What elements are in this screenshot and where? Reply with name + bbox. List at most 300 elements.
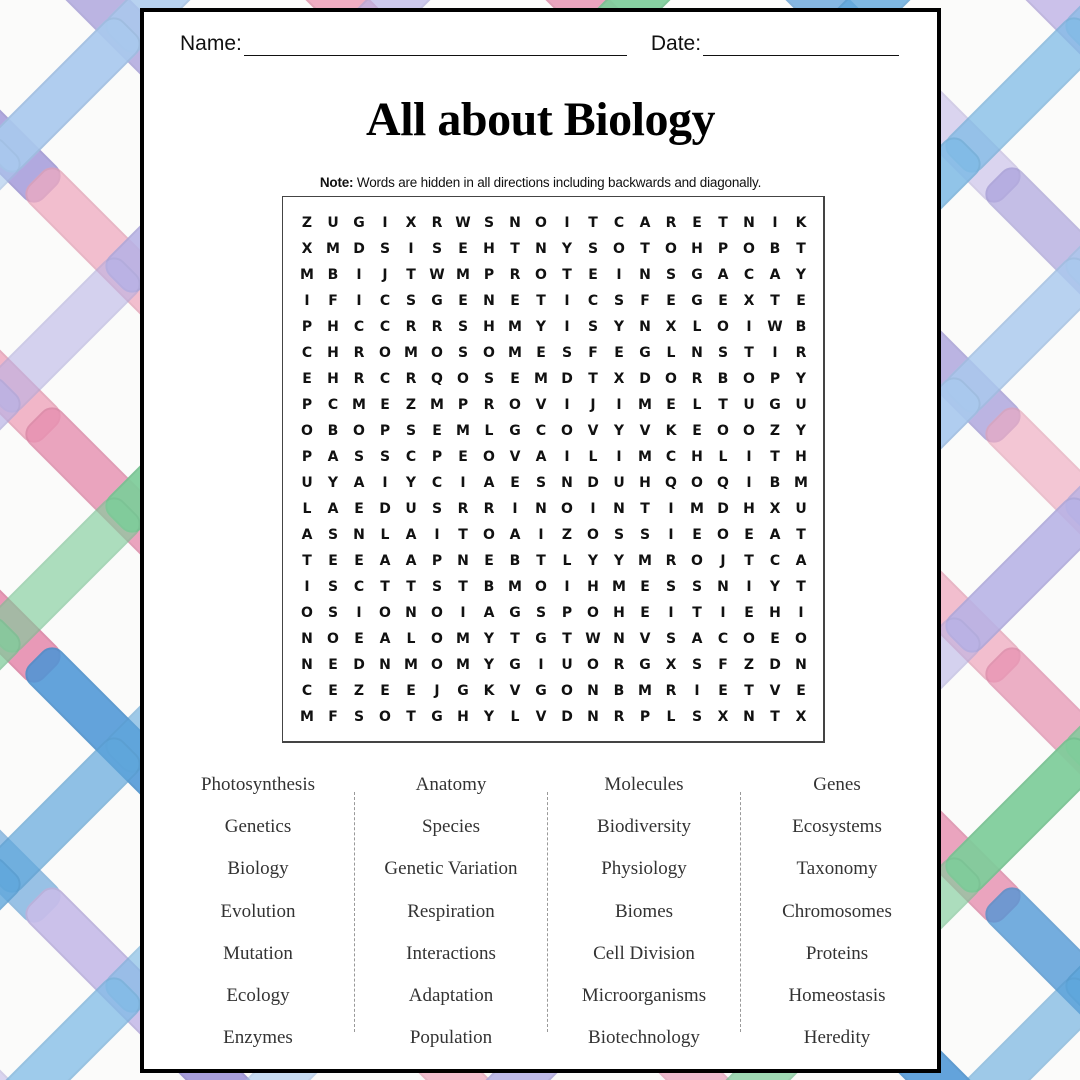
- grid-letter[interactable]: R: [457, 501, 469, 517]
- grid-letter[interactable]: S: [379, 449, 391, 465]
- grid-letter[interactable]: N: [301, 657, 313, 673]
- grid-letter[interactable]: I: [720, 605, 726, 621]
- grid-letter[interactable]: E: [692, 423, 702, 439]
- grid-letter[interactable]: O: [483, 449, 495, 465]
- grid-letter[interactable]: H: [327, 371, 339, 387]
- grid-letter[interactable]: S: [665, 267, 677, 283]
- grid-letter[interactable]: E: [328, 657, 338, 673]
- grid-letter[interactable]: G: [509, 423, 521, 439]
- grid-letter[interactable]: B: [327, 423, 339, 439]
- grid-letter[interactable]: I: [356, 293, 362, 309]
- grid-letter[interactable]: J: [434, 683, 440, 699]
- grid-letter[interactable]: J: [382, 267, 388, 283]
- grid-letter[interactable]: N: [301, 631, 313, 647]
- grid-letter[interactable]: E: [692, 215, 702, 231]
- grid-letter[interactable]: C: [743, 267, 755, 283]
- grid-letter[interactable]: T: [796, 579, 806, 595]
- grid-letter[interactable]: S: [587, 319, 599, 335]
- grid-letter[interactable]: O: [587, 605, 599, 621]
- grid-letter[interactable]: W: [429, 267, 445, 283]
- grid-letter[interactable]: W: [767, 319, 783, 335]
- grid-letter[interactable]: N: [613, 631, 625, 647]
- grid-letter[interactable]: M: [534, 371, 548, 387]
- grid-letter[interactable]: E: [380, 683, 390, 699]
- grid-letter[interactable]: I: [798, 605, 804, 621]
- grid-letter[interactable]: E: [354, 501, 364, 517]
- grid-letter[interactable]: S: [717, 345, 729, 361]
- grid-letter[interactable]: U: [795, 501, 807, 517]
- grid-letter[interactable]: T: [536, 293, 546, 309]
- grid-letter[interactable]: L: [666, 345, 676, 361]
- grid-letter[interactable]: N: [743, 215, 755, 231]
- grid-letter[interactable]: L: [588, 449, 598, 465]
- grid-letter[interactable]: I: [616, 449, 622, 465]
- grid-letter[interactable]: D: [639, 371, 651, 387]
- grid-letter[interactable]: H: [691, 449, 703, 465]
- grid-letter[interactable]: E: [458, 241, 468, 257]
- grid-letter[interactable]: S: [691, 657, 703, 673]
- grid-letter[interactable]: O: [535, 267, 547, 283]
- grid-letter[interactable]: O: [717, 423, 729, 439]
- grid-letter[interactable]: H: [743, 501, 755, 517]
- grid-letter[interactable]: O: [561, 423, 573, 439]
- grid-letter[interactable]: Y: [795, 371, 807, 387]
- grid-letter[interactable]: L: [718, 449, 728, 465]
- grid-letter[interactable]: E: [328, 683, 338, 699]
- grid-letter[interactable]: O: [613, 241, 625, 257]
- grid-letter[interactable]: S: [327, 579, 339, 595]
- grid-letter[interactable]: C: [353, 319, 365, 335]
- grid-letter[interactable]: Y: [587, 553, 599, 569]
- grid-letter[interactable]: S: [535, 605, 547, 621]
- grid-letter[interactable]: N: [509, 215, 521, 231]
- grid-letter[interactable]: T: [588, 215, 598, 231]
- grid-letter[interactable]: R: [405, 319, 417, 335]
- grid-letter[interactable]: T: [302, 553, 312, 569]
- grid-letter[interactable]: T: [562, 267, 572, 283]
- grid-letter[interactable]: T: [640, 501, 650, 517]
- grid-letter[interactable]: A: [509, 527, 521, 543]
- grid-letter[interactable]: G: [535, 631, 547, 647]
- grid-letter[interactable]: I: [616, 267, 622, 283]
- grid-letter[interactable]: M: [612, 579, 626, 595]
- grid-letter[interactable]: R: [691, 371, 703, 387]
- grid-letter[interactable]: E: [666, 293, 676, 309]
- grid-letter[interactable]: C: [665, 449, 677, 465]
- grid-letter[interactable]: I: [694, 683, 700, 699]
- grid-letter[interactable]: S: [639, 527, 651, 543]
- grid-letter[interactable]: R: [613, 657, 625, 673]
- grid-letter[interactable]: O: [301, 423, 313, 439]
- grid-letter[interactable]: E: [458, 449, 468, 465]
- grid-letter[interactable]: S: [327, 527, 339, 543]
- grid-letter[interactable]: K: [665, 423, 677, 439]
- grid-letter[interactable]: B: [769, 241, 781, 257]
- grid-letter[interactable]: H: [483, 241, 495, 257]
- grid-letter[interactable]: P: [717, 241, 729, 257]
- grid-letter[interactable]: I: [538, 527, 544, 543]
- grid-letter[interactable]: O: [483, 527, 495, 543]
- grid-letter[interactable]: C: [379, 371, 391, 387]
- grid-letter[interactable]: I: [460, 605, 466, 621]
- date-field[interactable]: [651, 32, 899, 56]
- grid-letter[interactable]: C: [431, 475, 443, 491]
- grid-letter[interactable]: T: [458, 527, 468, 543]
- grid-letter[interactable]: M: [508, 345, 522, 361]
- grid-letter[interactable]: V: [509, 449, 521, 465]
- grid-letter[interactable]: A: [691, 631, 703, 647]
- grid-letter[interactable]: I: [772, 345, 778, 361]
- grid-letter[interactable]: X: [405, 215, 417, 231]
- grid-letter[interactable]: C: [587, 293, 599, 309]
- grid-letter[interactable]: S: [457, 345, 469, 361]
- grid-letter[interactable]: N: [353, 527, 365, 543]
- grid-letter[interactable]: S: [691, 579, 703, 595]
- grid-letter[interactable]: Y: [483, 631, 495, 647]
- grid-letter[interactable]: O: [587, 527, 599, 543]
- grid-letter[interactable]: R: [353, 345, 365, 361]
- grid-letter[interactable]: Y: [769, 579, 781, 595]
- grid-letter[interactable]: L: [666, 709, 676, 725]
- grid-letter[interactable]: L: [692, 397, 702, 413]
- grid-letter[interactable]: M: [456, 631, 470, 647]
- grid-letter[interactable]: R: [509, 267, 521, 283]
- grid-letter[interactable]: M: [508, 319, 522, 335]
- grid-letter[interactable]: X: [613, 371, 625, 387]
- grid-letter[interactable]: S: [379, 241, 391, 257]
- grid-letter[interactable]: O: [561, 683, 573, 699]
- grid-letter[interactable]: G: [431, 293, 443, 309]
- grid-letter[interactable]: G: [509, 605, 521, 621]
- grid-letter[interactable]: E: [302, 371, 312, 387]
- grid-letter[interactable]: N: [639, 319, 651, 335]
- grid-letter[interactable]: S: [613, 527, 625, 543]
- grid-letter[interactable]: I: [590, 501, 596, 517]
- grid-letter[interactable]: A: [483, 475, 495, 491]
- grid-letter[interactable]: L: [484, 423, 494, 439]
- grid-letter[interactable]: X: [717, 709, 729, 725]
- grid-letter[interactable]: N: [535, 241, 547, 257]
- grid-letter[interactable]: O: [535, 215, 547, 231]
- grid-letter[interactable]: Z: [769, 423, 781, 439]
- grid-letter[interactable]: I: [356, 267, 362, 283]
- grid-letter[interactable]: M: [638, 553, 652, 569]
- grid-letter[interactable]: O: [327, 631, 339, 647]
- grid-letter[interactable]: I: [668, 605, 674, 621]
- grid-letter[interactable]: P: [431, 553, 443, 569]
- grid-letter[interactable]: F: [718, 657, 728, 673]
- grid-letter[interactable]: S: [405, 293, 417, 309]
- grid-letter[interactable]: T: [692, 605, 702, 621]
- grid-letter[interactable]: I: [512, 501, 518, 517]
- grid-letter[interactable]: O: [717, 527, 729, 543]
- grid-letter[interactable]: L: [692, 319, 702, 335]
- grid-letter[interactable]: W: [585, 631, 601, 647]
- grid-letter[interactable]: O: [353, 423, 365, 439]
- name-field[interactable]: [180, 32, 627, 56]
- grid-letter[interactable]: V: [639, 631, 651, 647]
- grid-letter[interactable]: G: [769, 397, 781, 413]
- grid-letter[interactable]: I: [746, 579, 752, 595]
- grid-letter[interactable]: H: [613, 605, 625, 621]
- grid-letter[interactable]: Y: [613, 553, 625, 569]
- grid-letter[interactable]: N: [561, 475, 573, 491]
- grid-letter[interactable]: N: [379, 657, 391, 673]
- grid-letter[interactable]: T: [718, 397, 728, 413]
- grid-letter[interactable]: E: [692, 527, 702, 543]
- grid-letter[interactable]: S: [665, 631, 677, 647]
- grid-letter[interactable]: X: [665, 657, 677, 673]
- grid-letter[interactable]: D: [353, 657, 365, 673]
- grid-letter[interactable]: R: [431, 215, 443, 231]
- grid-letter[interactable]: A: [639, 215, 651, 231]
- grid-letter[interactable]: H: [795, 449, 807, 465]
- grid-letter[interactable]: I: [564, 449, 570, 465]
- grid-letter[interactable]: U: [795, 397, 807, 413]
- grid-letter[interactable]: N: [587, 683, 599, 699]
- grid-letter[interactable]: U: [301, 475, 313, 491]
- grid-letter[interactable]: X: [665, 319, 677, 335]
- grid-letter[interactable]: S: [431, 579, 443, 595]
- grid-letter[interactable]: G: [431, 709, 443, 725]
- grid-letter[interactable]: E: [718, 293, 728, 309]
- date-blank-line[interactable]: [703, 36, 899, 56]
- grid-letter[interactable]: R: [665, 683, 677, 699]
- name-blank-line[interactable]: [244, 36, 627, 56]
- grid-letter[interactable]: X: [743, 293, 755, 309]
- grid-letter[interactable]: S: [431, 501, 443, 517]
- grid-letter[interactable]: T: [744, 683, 754, 699]
- grid-letter[interactable]: G: [639, 657, 651, 673]
- grid-letter[interactable]: P: [301, 319, 313, 335]
- grid-letter[interactable]: U: [743, 397, 755, 413]
- grid-letter[interactable]: R: [405, 371, 417, 387]
- grid-letter[interactable]: I: [564, 319, 570, 335]
- grid-letter[interactable]: M: [326, 241, 340, 257]
- grid-letter[interactable]: R: [431, 319, 443, 335]
- grid-letter[interactable]: Y: [561, 241, 573, 257]
- grid-letter[interactable]: Z: [561, 527, 573, 543]
- grid-letter[interactable]: S: [535, 475, 547, 491]
- grid-letter[interactable]: F: [328, 709, 338, 725]
- grid-letter[interactable]: G: [535, 683, 547, 699]
- grid-letter[interactable]: I: [382, 215, 388, 231]
- grid-letter[interactable]: C: [301, 345, 313, 361]
- grid-letter[interactable]: M: [690, 501, 704, 517]
- grid-letter[interactable]: O: [717, 319, 729, 335]
- grid-letter[interactable]: O: [301, 605, 313, 621]
- grid-letter[interactable]: R: [353, 371, 365, 387]
- grid-letter[interactable]: L: [562, 553, 572, 569]
- grid-letter[interactable]: M: [508, 579, 522, 595]
- grid-letter[interactable]: N: [483, 293, 495, 309]
- grid-letter[interactable]: D: [379, 501, 391, 517]
- grid-letter[interactable]: G: [353, 215, 365, 231]
- grid-letter[interactable]: R: [483, 501, 495, 517]
- grid-letter[interactable]: B: [327, 267, 339, 283]
- grid-letter[interactable]: P: [379, 423, 391, 439]
- grid-letter[interactable]: I: [356, 605, 362, 621]
- grid-letter[interactable]: I: [616, 397, 622, 413]
- grid-letter[interactable]: Y: [795, 423, 807, 439]
- grid-letter[interactable]: M: [638, 449, 652, 465]
- grid-letter[interactable]: X: [769, 501, 781, 517]
- grid-letter[interactable]: U: [405, 501, 417, 517]
- grid-letter[interactable]: S: [353, 709, 365, 725]
- grid-letter[interactable]: C: [353, 579, 365, 595]
- grid-letter[interactable]: B: [483, 579, 495, 595]
- grid-letter[interactable]: B: [613, 683, 625, 699]
- grid-letter[interactable]: E: [640, 605, 650, 621]
- grid-letter[interactable]: I: [408, 241, 414, 257]
- grid-letter[interactable]: C: [535, 423, 547, 439]
- grid-letter[interactable]: I: [304, 579, 310, 595]
- grid-letter[interactable]: T: [744, 553, 754, 569]
- grid-letter[interactable]: E: [796, 293, 806, 309]
- grid-letter[interactable]: T: [406, 709, 416, 725]
- grid-letter[interactable]: E: [406, 683, 416, 699]
- grid-letter[interactable]: Z: [405, 397, 417, 413]
- grid-letter[interactable]: D: [769, 657, 781, 673]
- grid-letter[interactable]: B: [509, 553, 521, 569]
- grid-letter[interactable]: O: [743, 423, 755, 439]
- grid-letter[interactable]: R: [665, 215, 677, 231]
- grid-letter[interactable]: H: [327, 345, 339, 361]
- grid-letter[interactable]: S: [457, 319, 469, 335]
- grid-letter[interactable]: A: [483, 605, 495, 621]
- grid-letter[interactable]: M: [456, 657, 470, 673]
- grid-letter[interactable]: N: [691, 345, 703, 361]
- grid-letter[interactable]: I: [460, 475, 466, 491]
- grid-letter[interactable]: U: [613, 475, 625, 491]
- grid-letter[interactable]: H: [769, 605, 781, 621]
- grid-letter[interactable]: T: [406, 579, 416, 595]
- grid-letter[interactable]: E: [510, 475, 520, 491]
- grid-letter[interactable]: Y: [795, 267, 807, 283]
- grid-letter[interactable]: E: [458, 293, 468, 309]
- grid-letter[interactable]: I: [538, 657, 544, 673]
- grid-letter[interactable]: U: [327, 215, 339, 231]
- grid-letter[interactable]: A: [379, 631, 391, 647]
- grid-letter[interactable]: N: [795, 657, 807, 673]
- grid-letter[interactable]: P: [431, 449, 443, 465]
- grid-letter[interactable]: T: [458, 579, 468, 595]
- grid-letter[interactable]: B: [795, 319, 807, 335]
- grid-letter[interactable]: J: [590, 397, 596, 413]
- grid-letter[interactable]: O: [431, 605, 443, 621]
- grid-letter[interactable]: I: [668, 527, 674, 543]
- grid-letter[interactable]: D: [561, 709, 573, 725]
- grid-letter[interactable]: K: [483, 683, 495, 699]
- grid-letter[interactable]: A: [405, 527, 417, 543]
- grid-letter[interactable]: C: [717, 631, 729, 647]
- grid-letter[interactable]: E: [380, 397, 390, 413]
- grid-letter[interactable]: C: [613, 215, 625, 231]
- grid-letter[interactable]: G: [457, 683, 469, 699]
- grid-letter[interactable]: G: [509, 657, 521, 673]
- grid-letter[interactable]: A: [301, 527, 313, 543]
- grid-letter[interactable]: H: [327, 319, 339, 335]
- grid-letter[interactable]: M: [430, 397, 444, 413]
- grid-letter[interactable]: E: [588, 267, 598, 283]
- grid-letter[interactable]: T: [796, 527, 806, 543]
- grid-letter[interactable]: S: [691, 709, 703, 725]
- grid-letter[interactable]: N: [639, 267, 651, 283]
- grid-letter[interactable]: S: [587, 241, 599, 257]
- grid-letter[interactable]: I: [564, 397, 570, 413]
- grid-letter[interactable]: P: [301, 449, 313, 465]
- grid-letter[interactable]: E: [744, 605, 754, 621]
- grid-letter[interactable]: Q: [665, 475, 677, 491]
- grid-letter[interactable]: H: [457, 709, 469, 725]
- grid-letter[interactable]: Z: [743, 657, 755, 673]
- grid-letter[interactable]: I: [746, 475, 752, 491]
- grid-letter[interactable]: V: [535, 709, 547, 725]
- grid-letter[interactable]: P: [561, 605, 573, 621]
- grid-letter[interactable]: D: [353, 241, 365, 257]
- grid-letter[interactable]: P: [639, 709, 651, 725]
- grid-letter[interactable]: F: [640, 293, 650, 309]
- grid-letter[interactable]: A: [327, 501, 339, 517]
- grid-letter[interactable]: O: [379, 605, 391, 621]
- grid-letter[interactable]: O: [665, 371, 677, 387]
- grid-letter[interactable]: B: [769, 475, 781, 491]
- grid-letter[interactable]: O: [457, 371, 469, 387]
- grid-letter[interactable]: A: [795, 553, 807, 569]
- grid-letter[interactable]: G: [691, 267, 703, 283]
- grid-letter[interactable]: T: [536, 553, 546, 569]
- grid-letter[interactable]: V: [535, 397, 547, 413]
- grid-letter[interactable]: O: [743, 631, 755, 647]
- grid-letter[interactable]: C: [379, 319, 391, 335]
- grid-letter[interactable]: O: [587, 657, 599, 673]
- grid-letter[interactable]: R: [795, 345, 807, 361]
- grid-letter[interactable]: E: [718, 683, 728, 699]
- grid-letter[interactable]: X: [795, 709, 807, 725]
- grid-letter[interactable]: N: [587, 709, 599, 725]
- grid-letter[interactable]: E: [354, 553, 364, 569]
- grid-letter[interactable]: T: [380, 579, 390, 595]
- grid-letter[interactable]: I: [746, 319, 752, 335]
- grid-letter[interactable]: F: [588, 345, 598, 361]
- grid-letter[interactable]: E: [770, 631, 780, 647]
- grid-letter[interactable]: O: [535, 579, 547, 595]
- grid-letter[interactable]: H: [587, 579, 599, 595]
- grid-letter[interactable]: O: [665, 241, 677, 257]
- grid-letter[interactable]: L: [302, 501, 312, 517]
- grid-letter[interactable]: C: [769, 553, 781, 569]
- grid-letter[interactable]: O: [691, 553, 703, 569]
- grid-letter[interactable]: I: [668, 501, 674, 517]
- grid-letter[interactable]: S: [483, 371, 495, 387]
- grid-letter[interactable]: E: [666, 397, 676, 413]
- grid-letter[interactable]: M: [638, 683, 652, 699]
- grid-letter[interactable]: P: [457, 397, 469, 413]
- grid-letter[interactable]: E: [536, 345, 546, 361]
- grid-letter[interactable]: E: [432, 423, 442, 439]
- grid-letter[interactable]: W: [455, 215, 471, 231]
- grid-letter[interactable]: I: [564, 293, 570, 309]
- grid-letter[interactable]: Y: [327, 475, 339, 491]
- grid-letter[interactable]: S: [353, 449, 365, 465]
- grid-letter[interactable]: T: [770, 293, 780, 309]
- grid-letter[interactable]: Y: [535, 319, 547, 335]
- grid-letter[interactable]: S: [405, 423, 417, 439]
- grid-letter[interactable]: O: [743, 241, 755, 257]
- grid-letter[interactable]: M: [404, 345, 418, 361]
- grid-letter[interactable]: O: [379, 709, 391, 725]
- grid-letter[interactable]: D: [717, 501, 729, 517]
